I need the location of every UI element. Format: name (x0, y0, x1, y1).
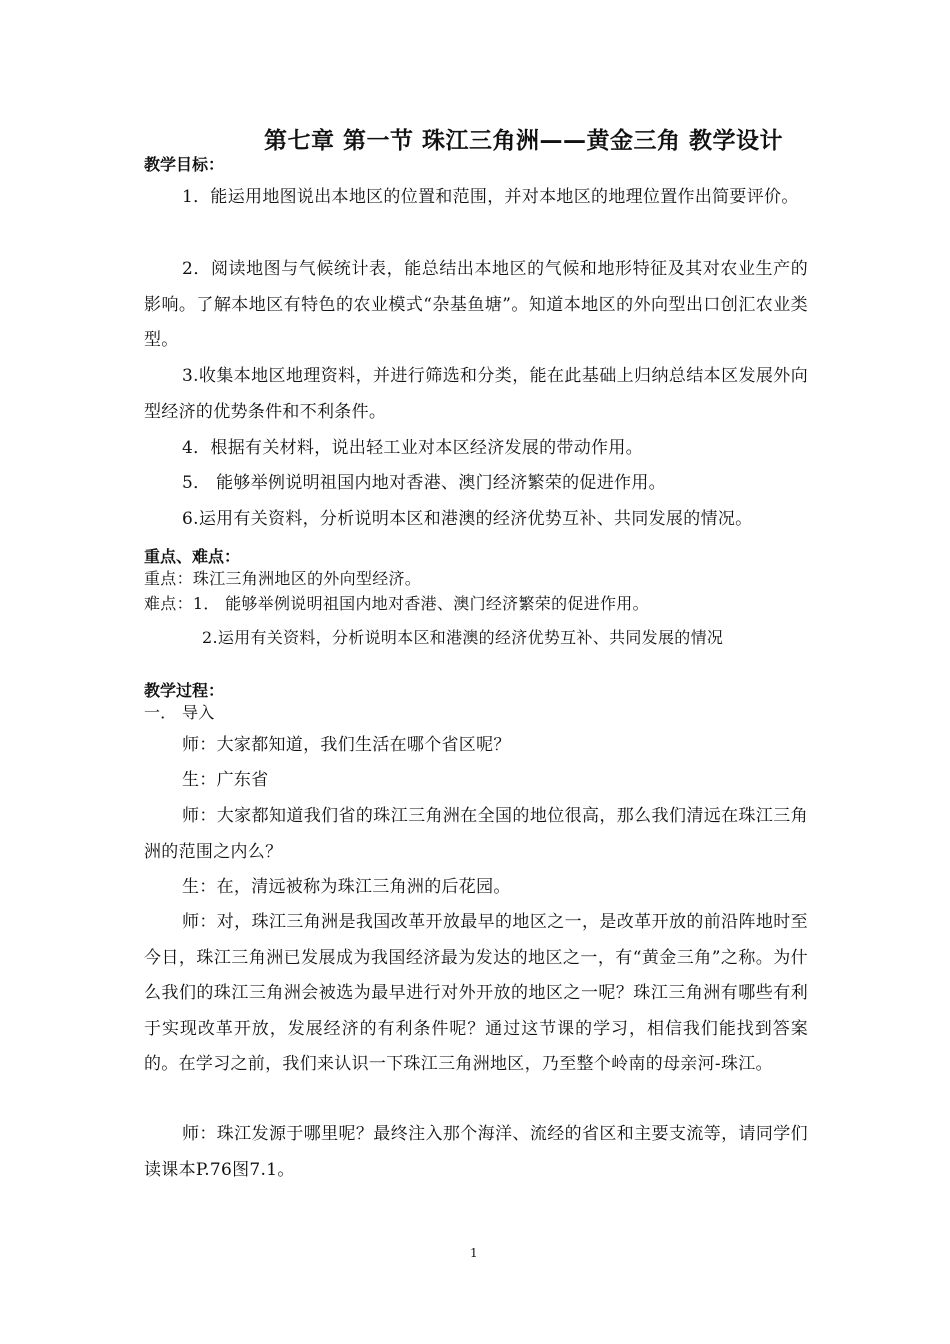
objective-item-2: 2．阅读地图与气候统计表，能总结出本地区的气候和地形特征及其对农业生产的影响。了解本地区有特色的农业模式“杂基鱼塘”。知道本地区的外向型出口创汇农业类型。 (144, 259, 808, 350)
page-title: 第七章 第一节 珠江三角洲——黄金三角 教学设计 (264, 128, 784, 154)
page-number: 1 (470, 1246, 478, 1260)
dialogue-line-5: 师：对，珠江三角洲是我国改革开放最早的地区之一，是改革开放的前沿阵地时至今日，珠江三角洲已发展成为我国经济最为发达的地区之一，有“黄金三角”之称。为什么我们的珠江三角洲会被选为最早进行对外开放的地区之一呢？珠江三角洲有哪些有利于实现改革开放，发展经济的有利条件呢？通过这节课的学习，相信我们能找到答案的。在学习之前，我们来认识一下珠江三角洲地区，乃至整个岭南的母亲河-珠江。 (144, 912, 808, 1074)
objective-item-6: 6.运用有关资料，分析说明本区和港澳的经济优势互补、共同发展的情况。 (182, 509, 753, 529)
difficult-point-2: 2.运用有关资料，分析说明本区和港澳的经济优势互补、共同发展的情况 (202, 628, 724, 647)
key-points-heading: 重点、难点： (144, 547, 241, 566)
dialogue-line-6: 师：珠江发源于哪里呢？最终注入那个海洋、流经的省区和主要支流等，请同学们读课本P.76图7.1。 (144, 1124, 808, 1180)
dialogue-line-2: 生：广东省 (182, 770, 269, 790)
dialogue-line-1: 师：大家都知道，我们生活在哪个省区呢？ (182, 735, 511, 755)
objectives-heading: 教学目标： (144, 155, 225, 174)
objective-item-3: 3.收集本地区地理资料，并进行筛选和分类，能在此基础上归纳总结本区发展外向型经济的优势条件和不利条件。 (144, 366, 808, 422)
section-intro-heading: 一． 导入 (144, 703, 215, 722)
dialogue-line-3: 师：大家都知道我们省的珠江三角洲在全国的地位很高，那么我们清远在珠江三角洲的范围之内么？ (144, 806, 808, 862)
objective-item-1: 1．能运用地图说出本地区的位置和范围，并对本地区的地理位置作出简要评价。 (182, 187, 799, 207)
difficult-point-1: 难点：1． 能够举例说明祖国内地对香港、澳门经济繁荣的促进作用。 (144, 594, 649, 613)
objective-item-5: 5． 能够举例说明祖国内地对香港、澳门经济繁荣的促进作用。 (182, 473, 666, 493)
objective-item-4: 4．根据有关材料，说出轻工业对本区经济发展的带动作用。 (182, 438, 643, 458)
key-point: 重点：珠江三角洲地区的外向型经济。 (144, 569, 422, 588)
process-heading: 教学过程： (144, 681, 225, 700)
dialogue-line-4: 生：在，清远被称为珠江三角洲的后花园。 (182, 877, 511, 897)
